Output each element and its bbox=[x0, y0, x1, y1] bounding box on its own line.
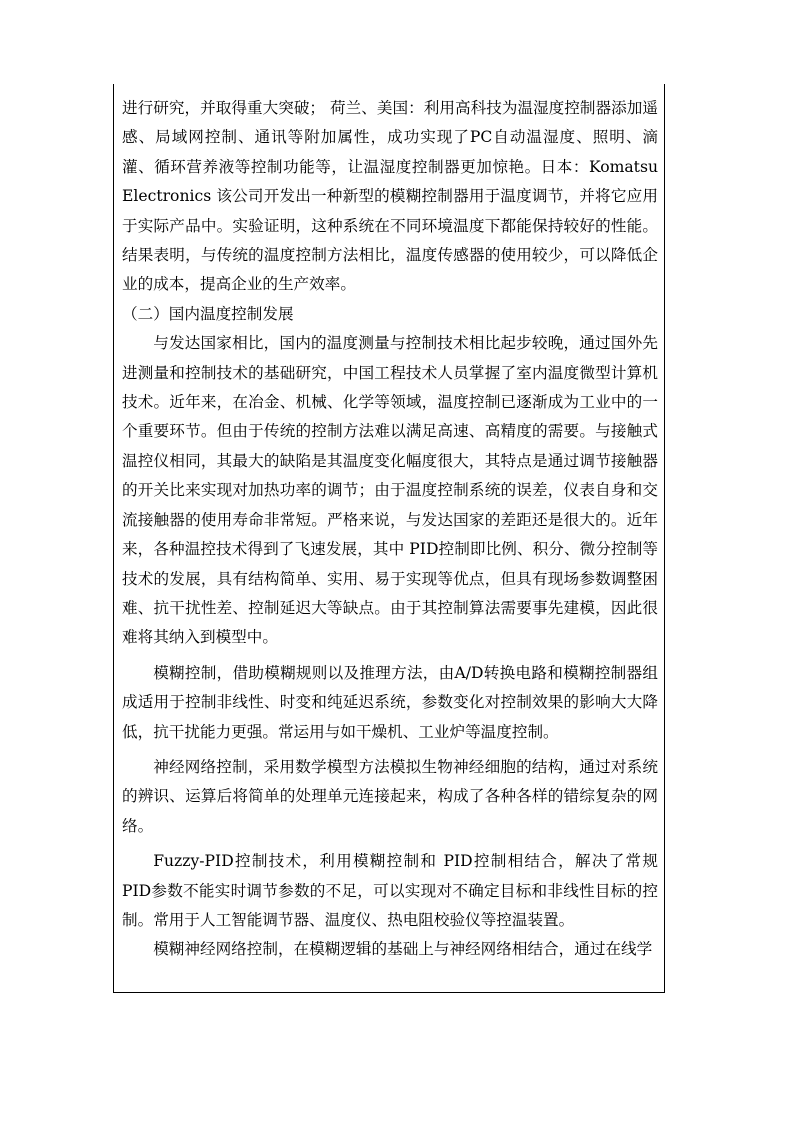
paragraph-fuzzy-control: 模糊控制，借助模糊规则以及推理方法，由A/D转换电路和模糊控制器组成适用于控制非线性、时变和纯延迟系统，参数变化对控制效果的影响大大降低，抗干扰能力更强。常运用与如干燥机、工业炉等温度控制。 bbox=[122, 663, 658, 741]
paragraph-fuzzy-pid-control: Fuzzy-PID控制技术，利用模糊控制和 PID控制相结合，解决了常规 PID参数不能实时调节参数的不足，可以实现对不确定目标和非线性目标的控制。常用于人工智能调节器、温度仪、热电阻校验仪等控温装置。 bbox=[122, 852, 658, 929]
document-frame bbox=[113, 84, 665, 993]
paragraph-neural-network-control: 神经网络控制，采用数学模型方法模拟生物神经细胞的结构，通过对系统的辨识、运算后将简单的处理单元连接起来，构成了各种各样的错综复杂的网络。 bbox=[122, 757, 658, 835]
paragraph-foreign-development: 进行研究，并取得重大突破； 荷兰、美国：利用高科技为温湿度控制器添加遥感、局域网控制、通讯等附加属性，成功实现了PC自动温湿度、照明、滴灌、循环营养液等控制功能等，让温湿度控制器更加惊艳。日本：Komatsu Electronics 该公司开发出一种新型的模糊控制器用于温度调节，并将它应用于实际产品中。实验证明，这种系统在不同环境温度下都能保持较好的性能。 结果表明，与传统的温度控制方法相比，温度传感器的使用较少，可以降低企业的成本，提高企业的生产效率。 bbox=[122, 99, 658, 294]
paragraph-domestic-overview: 与发达国家相比，国内的温度测量与控制技术相比起步较晚，通过国外先进测量和控制技术的基础研究，中国工程技术人员掌握了室内温度微型计算机技术。近年来，在冶金、机械、化学等领域，温度控制已逐渐成为工业中的一个重要环节。但由于传统的控制方法难以满足高速、高精度的需要。与接触式温控仪相同，其最大的缺陷是其温度变化幅度很大，其特点是通过调节接触器的开关比来实现对加热功率的调节；由于温度控制系统的误差，仪表自身和交流接触器的使用寿命非常短。严格来说，与发达国家的差距还是很大的。近年来，各种温控技术得到了飞速发展，其中 PID控制即比例、积分、微分控制等技术的发展，具有结构简单、实用、易于实现等优点，但具有现场参数调整困难、抗干扰性差、控制延迟大等缺点。由于其控制算法需要事先建模，因此很难将其纳入到模型中。 bbox=[122, 334, 658, 647]
document-body bbox=[122, 94, 658, 965]
paragraph-fuzzy-neural-control: 模糊神经网络控制，在模糊逻辑的基础上与神经网络相结合，通过在线学 bbox=[153, 940, 653, 959]
section-heading-domestic: （二）国内温度控制发展 bbox=[122, 304, 294, 323]
